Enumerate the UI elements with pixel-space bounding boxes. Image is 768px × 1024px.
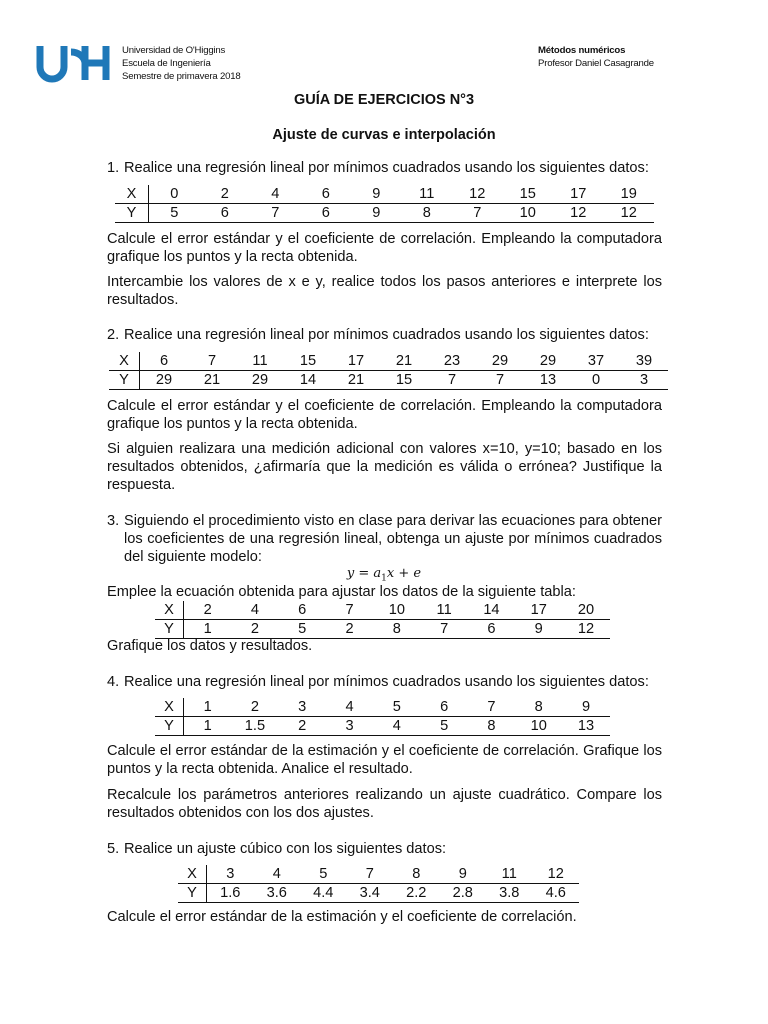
table-cell: 10 <box>515 717 562 736</box>
exercise-3-paragraph-1: Emplee la ecuación obtenida para ajustar los datos de la siguiente tabla: <box>107 584 576 600</box>
table-y-row <box>155 717 610 736</box>
model-equation: $y = a_1x + e$ <box>346 566 422 584</box>
table-cell: 12 <box>452 185 503 204</box>
table-cell: 37 <box>572 352 620 371</box>
exercise-5-paragraph-1: Calcule el error estándar de la estimación y el coeficiente de correlación. <box>107 909 577 925</box>
table-cell: 29 <box>476 352 524 371</box>
exercise-4-statement <box>107 673 662 691</box>
table-cell: 2.8 <box>440 884 487 903</box>
table-y-row <box>109 371 668 390</box>
semester: Semestre de primavera 2018 <box>122 70 241 82</box>
institution-name: Universidad de O'Higgins <box>122 45 226 56</box>
exercise-text: Realice una regresión lineal por mínimos cuadrados usando los siguientes datos: <box>124 327 649 343</box>
table-cell: 19 <box>604 185 655 204</box>
table-cell: 21 <box>380 352 428 371</box>
table-cell: 7 <box>420 620 467 639</box>
table-cell: 11 <box>402 185 453 204</box>
row-label: X <box>109 352 140 371</box>
table-cell: 10 <box>503 204 554 223</box>
row-label: Y <box>109 371 140 390</box>
table-cell: 2 <box>326 620 373 639</box>
table-cell: 12 <box>533 865 580 884</box>
table-cell: 2.2 <box>393 884 440 903</box>
table-cell: 2 <box>279 717 326 736</box>
table-cell: 8 <box>468 717 515 736</box>
table-cell: 21 <box>332 371 380 390</box>
table-cell: 1.5 <box>231 717 278 736</box>
exercise-number: 4. <box>107 674 120 690</box>
table-cell: 4 <box>326 698 373 717</box>
table-cell: 3 <box>326 717 373 736</box>
table-cell: 4.4 <box>300 884 347 903</box>
table-cell: 2 <box>200 185 251 204</box>
row-label: Y <box>178 884 207 903</box>
table-cell: 2 <box>231 620 278 639</box>
table-cell: 1 <box>184 620 232 639</box>
page-subtitle: Ajuste de curvas e interpolación <box>272 127 496 143</box>
table-cell: 7 <box>468 698 515 717</box>
table-cell: 13 <box>562 717 609 736</box>
page-title: GUÍA DE EJERCICIOS N°3 <box>293 92 475 108</box>
table-cell: 4.6 <box>533 884 580 903</box>
table-cell: 20 <box>562 601 609 620</box>
exercise-4-paragraph-1: Calcule el error estándar de la estimación y el coeficiente de correlación. Grafique los puntos y la recta obtenida. Analice el resultado. <box>107 743 662 777</box>
exercise-text: Realice una regresión lineal por mínimos cuadrados usando los siguientes datos: <box>124 674 649 690</box>
row-label: Y <box>155 620 184 639</box>
table-cell: 7 <box>326 601 373 620</box>
table-cell: 6 <box>279 601 326 620</box>
data-table-1 <box>115 185 654 223</box>
table-cell: 21 <box>188 371 236 390</box>
table-cell: 17 <box>515 601 562 620</box>
exercise-number: 2. <box>107 327 120 343</box>
table-cell: 3.8 <box>486 884 533 903</box>
table-cell: 9 <box>515 620 562 639</box>
table-cell: 4 <box>250 185 301 204</box>
data-table-4 <box>155 698 610 736</box>
exercise-1-statement <box>107 159 662 177</box>
exercise-2-statement <box>107 326 662 344</box>
institution-block <box>122 45 241 83</box>
data-table-2 <box>109 352 668 390</box>
table-cell: 9 <box>351 204 402 223</box>
table-x-row <box>155 601 610 620</box>
course-block <box>538 45 654 71</box>
table-cell: 5 <box>373 698 420 717</box>
exercise-3-statement <box>107 512 662 566</box>
table-x-row <box>115 185 654 204</box>
table-cell: 6 <box>140 352 189 371</box>
table-cell: 2 <box>184 601 232 620</box>
table-cell: 11 <box>486 865 533 884</box>
exercise-2-paragraph-1: Calcule el error estándar y el coeficiente de correlación. Empleando la computadora grafique los puntos y la recta obtenida. <box>107 398 662 432</box>
row-label: Y <box>115 204 149 223</box>
table-cell: 14 <box>468 601 515 620</box>
table-y-row <box>115 204 654 223</box>
exercise-text: Realice una regresión lineal por mínimos cuadrados usando los siguientes datos: <box>124 160 649 176</box>
course-name: Métodos numéricos <box>538 45 626 56</box>
table-x-row <box>109 352 668 371</box>
table-cell: 9 <box>562 698 609 717</box>
data-table-5 <box>178 865 579 903</box>
row-label: X <box>115 185 149 204</box>
table-cell: 10 <box>373 601 420 620</box>
school-name: Escuela de Ingeniería <box>122 57 211 69</box>
table-cell: 15 <box>503 185 554 204</box>
table-cell: 5 <box>279 620 326 639</box>
table-cell: 39 <box>620 352 668 371</box>
table-x-row <box>178 865 579 884</box>
exercise-1-paragraph-2: Intercambie los valores de x e y, realice todos los pasos anteriores e interprete los resultados. <box>107 274 662 308</box>
table-cell: 3 <box>207 865 254 884</box>
table-cell: 15 <box>284 352 332 371</box>
table-cell: 3 <box>620 371 668 390</box>
table-cell: 6 <box>301 185 352 204</box>
table-cell: 5 <box>300 865 347 884</box>
table-cell: 1 <box>184 717 232 736</box>
table-cell: 6 <box>200 204 251 223</box>
row-label: X <box>155 698 184 717</box>
table-cell: 29 <box>236 371 284 390</box>
row-label: X <box>178 865 207 884</box>
table-cell: 17 <box>553 185 604 204</box>
exercise-5-statement <box>107 840 662 858</box>
exercise-number: 3. <box>107 513 120 529</box>
professor-name: Profesor Daniel Casagrande <box>538 57 654 69</box>
table-cell: 12 <box>562 620 609 639</box>
table-cell: 4 <box>254 865 301 884</box>
table-cell: 12 <box>553 204 604 223</box>
exercise-2-paragraph-2: Si alguien realizara una medición adicional con valores x=10, y=10; basado en los resultados obtenidos, ¿afirmaría que la medición es válida o errónea? Justifique la respuesta. <box>107 441 662 493</box>
table-cell: 8 <box>515 698 562 717</box>
table-cell: 0 <box>572 371 620 390</box>
table-cell: 8 <box>402 204 453 223</box>
table-cell: 23 <box>428 352 476 371</box>
table-cell: 11 <box>420 601 467 620</box>
table-cell: 1 <box>184 698 232 717</box>
table-cell: 7 <box>428 371 476 390</box>
row-label: X <box>155 601 184 620</box>
table-cell: 4 <box>231 601 278 620</box>
data-table-3 <box>155 601 610 639</box>
exercise-number: 1. <box>107 160 120 176</box>
table-cell: 0 <box>149 185 200 204</box>
table-cell: 1.6 <box>207 884 254 903</box>
table-cell: 2 <box>231 698 278 717</box>
table-cell: 9 <box>351 185 402 204</box>
table-cell: 4 <box>373 717 420 736</box>
table-cell: 3 <box>279 698 326 717</box>
table-x-row <box>155 698 610 717</box>
exercise-text: Realice un ajuste cúbico con los siguientes datos: <box>124 841 447 857</box>
table-cell: 7 <box>476 371 524 390</box>
table-cell: 7 <box>347 865 394 884</box>
table-y-row <box>178 884 579 903</box>
exercise-number: 5. <box>107 841 120 857</box>
table-cell: 5 <box>420 717 467 736</box>
table-cell: 5 <box>149 204 200 223</box>
table-cell: 17 <box>332 352 380 371</box>
table-y-row <box>155 620 610 639</box>
table-cell: 6 <box>468 620 515 639</box>
table-cell: 14 <box>284 371 332 390</box>
table-cell: 15 <box>380 371 428 390</box>
table-cell: 6 <box>420 698 467 717</box>
table-cell: 3.6 <box>254 884 301 903</box>
table-cell: 12 <box>604 204 655 223</box>
table-cell: 11 <box>236 352 284 371</box>
exercise-1-paragraph-1: Calcule el error estándar y el coeficiente de correlación. Empleando la computadora grafique los puntos y la recta obtenida. <box>107 231 662 265</box>
table-cell: 13 <box>524 371 572 390</box>
table-cell: 29 <box>140 371 189 390</box>
table-cell: 6 <box>301 204 352 223</box>
table-cell: 8 <box>393 865 440 884</box>
table-cell: 7 <box>452 204 503 223</box>
table-cell: 8 <box>373 620 420 639</box>
table-cell: 9 <box>440 865 487 884</box>
table-cell: 7 <box>250 204 301 223</box>
exercise-3-paragraph-2: Grafique los datos y resultados. <box>107 638 313 654</box>
exercise-4-paragraph-2: Recalcule los parámetros anteriores realizando un ajuste cuadrático. Compare los resultados obtenidos con los dos ajustes. <box>107 787 662 821</box>
uoh-logo <box>36 43 110 83</box>
table-cell: 29 <box>524 352 572 371</box>
table-cell: 7 <box>188 352 236 371</box>
table-cell: 3.4 <box>347 884 394 903</box>
row-label: Y <box>155 717 184 736</box>
exercise-text: Siguiendo el procedimiento visto en clase para derivar las ecuaciones para obtener los coeficientes de una regresión lineal, obtenga un ajuste por mínimos cuadrados del siguiente modelo: <box>124 513 662 565</box>
